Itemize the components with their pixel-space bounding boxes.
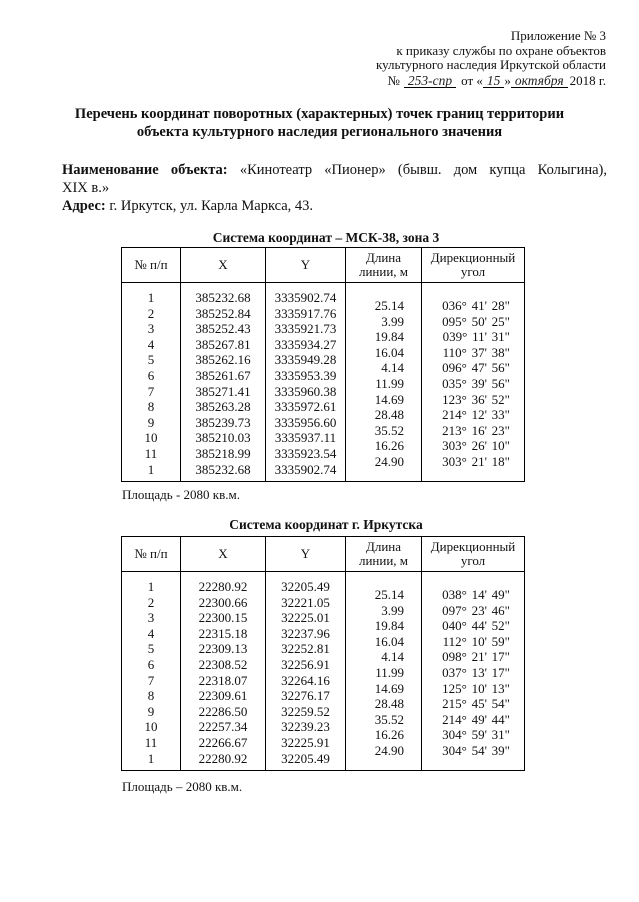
segment-length: 3.99 xyxy=(381,602,404,618)
point-y: 32252.81 xyxy=(281,641,330,657)
table-header xyxy=(122,248,525,283)
number-column xyxy=(122,283,181,482)
segment-length: 11.99 xyxy=(375,375,404,391)
point-y: 32205.49 xyxy=(281,579,330,594)
appendix-header xyxy=(376,29,606,88)
segment-angle: 095° 50' 25" xyxy=(442,313,510,329)
segment-angle: 123° 36' 52" xyxy=(442,391,510,407)
table-row xyxy=(122,572,525,771)
object-name-line xyxy=(62,161,607,179)
point-y: 32239.23 xyxy=(281,719,330,735)
point-y: 3335953.39 xyxy=(274,367,337,383)
segment-angle: 036° 41' 28" xyxy=(442,298,510,313)
date-open: от « xyxy=(461,72,483,88)
order-reference xyxy=(376,74,606,89)
point-number: 8 xyxy=(147,688,155,704)
title-line-2: объекта культурного наследия регионального значения xyxy=(136,124,503,140)
segment-angle: 098° 21' 17" xyxy=(442,649,510,665)
point-y: 3335917.76 xyxy=(274,305,337,321)
header-length: Длина линии, м xyxy=(346,248,422,283)
point-x: 385232.68 xyxy=(195,461,251,477)
segment-length: 3.99 xyxy=(381,313,404,329)
segment-angle: 215° 45' 54" xyxy=(442,696,510,712)
document-title xyxy=(0,105,639,141)
segment-angle: 097° 23' 46" xyxy=(442,602,510,618)
segment-length: 4.14 xyxy=(381,649,404,665)
point-x: 385232.68 xyxy=(195,290,251,305)
title-line-1: Перечень координат поворотных (характерных) точек границ территории xyxy=(74,106,565,122)
point-x: 22257.34 xyxy=(198,719,248,735)
point-number: 9 xyxy=(147,703,155,719)
point-x: 385267.81 xyxy=(195,336,251,352)
object-info xyxy=(62,161,607,215)
segment-length: 11.99 xyxy=(375,664,404,680)
y-column xyxy=(266,572,346,771)
table-caption-msk38: Система координат – МСК-38, зона 3 xyxy=(212,230,440,245)
point-number: 4 xyxy=(147,336,155,352)
point-number: 6 xyxy=(147,367,155,383)
point-number: 2 xyxy=(147,594,155,610)
segment-angle: 303° 21' 18" xyxy=(442,453,510,469)
point-number: 5 xyxy=(147,352,155,368)
header-x: X xyxy=(181,248,266,283)
point-x: 22280.92 xyxy=(198,750,248,766)
header-row xyxy=(122,537,525,572)
point-number: 11 xyxy=(144,734,158,750)
point-x: 385210.03 xyxy=(195,430,251,446)
date-month: октября xyxy=(511,74,568,88)
point-y: 3335972.61 xyxy=(274,399,337,415)
point-y: 32221.05 xyxy=(281,594,330,610)
segment-angle: 214° 49' 44" xyxy=(442,711,510,727)
segment-angle: 096° 47' 56" xyxy=(442,360,510,376)
point-y: 3335960.38 xyxy=(274,383,337,399)
segment-length: 35.52 xyxy=(374,422,404,438)
point-x: 22309.13 xyxy=(198,641,248,657)
point-number: 9 xyxy=(147,414,155,430)
length-column xyxy=(346,572,422,771)
segment-length: 24.90 xyxy=(374,453,404,469)
point-number: 3 xyxy=(147,321,155,337)
point-x: 22300.15 xyxy=(198,610,248,626)
segment-angle: 112° 10' 59" xyxy=(442,633,510,649)
segment-length: 16.04 xyxy=(374,344,404,360)
date-close: » xyxy=(504,72,511,88)
object-address-label: Адрес: xyxy=(62,198,106,214)
point-number: 1 xyxy=(147,461,155,477)
header-y: Y xyxy=(266,248,346,283)
point-x: 385262.16 xyxy=(195,352,251,368)
point-x: 22309.61 xyxy=(198,688,248,704)
table-caption-irkutsk: Система координат г. Иркутска xyxy=(229,517,423,532)
segment-angle: 303° 26' 10" xyxy=(442,438,510,454)
segment-length: 35.52 xyxy=(374,711,404,727)
angle-column xyxy=(422,572,525,771)
point-y: 3335934.27 xyxy=(274,336,337,352)
table-row xyxy=(122,283,525,482)
point-number: 11 xyxy=(144,445,158,461)
point-y: 32205.49 xyxy=(281,750,330,766)
object-name-label: Наименование объекта: xyxy=(62,162,228,178)
area-msk38: Площадь - 2080 кв.м. xyxy=(122,487,240,502)
segment-angle: 213° 16' 23" xyxy=(442,422,510,438)
point-y: 32264.16 xyxy=(281,672,330,688)
segment-length: 19.84 xyxy=(374,618,404,634)
point-x: 22318.07 xyxy=(198,672,248,688)
point-x: 22300.66 xyxy=(198,594,248,610)
area-irkutsk: Площадь – 2080 кв.м. xyxy=(122,779,243,794)
point-number: 2 xyxy=(147,305,155,321)
point-y: 3335937.11 xyxy=(274,430,337,446)
header-x: X xyxy=(181,537,266,572)
point-y: 3335902.74 xyxy=(274,461,337,477)
number-sign: № xyxy=(387,72,400,88)
point-x: 22280.92 xyxy=(198,579,248,594)
header-length: Длина линии, м xyxy=(346,537,422,572)
x-column xyxy=(181,283,266,482)
object-name: «Кинотеатр «Пионер» (бывш. дом купца Колыгина), xyxy=(239,162,607,178)
x-column xyxy=(181,572,266,771)
point-number: 7 xyxy=(147,383,155,399)
point-x: 385218.99 xyxy=(195,445,251,461)
segment-angle: 035° 39' 56" xyxy=(442,375,510,391)
segment-angle: 039° 11' 31" xyxy=(442,329,510,345)
point-number: 5 xyxy=(147,641,155,657)
point-number: 1 xyxy=(147,750,155,766)
segment-length: 19.84 xyxy=(374,329,404,345)
order-number: 253-спр xyxy=(404,74,456,88)
coordinates-table-irkutsk xyxy=(121,536,525,771)
segment-angle: 304° 59' 31" xyxy=(442,727,510,743)
point-y: 32259.52 xyxy=(281,703,330,719)
object-address-line xyxy=(62,197,607,215)
point-number: 8 xyxy=(147,399,155,415)
coordinates-table-msk38 xyxy=(121,247,525,482)
segment-length: 28.48 xyxy=(374,696,404,712)
point-number: 3 xyxy=(147,610,155,626)
point-number: 6 xyxy=(147,656,155,672)
point-y: 32237.96 xyxy=(281,625,330,641)
segment-length: 14.69 xyxy=(374,391,404,407)
segment-angle: 038° 14' 49" xyxy=(442,587,510,602)
point-x: 385271.41 xyxy=(195,383,251,399)
header-y: Y xyxy=(266,537,346,572)
table-body xyxy=(122,572,525,771)
point-y: 32225.91 xyxy=(281,734,330,750)
segment-angle: 037° 13' 17" xyxy=(442,664,510,680)
segment-length: 28.48 xyxy=(374,407,404,423)
segment-angle: 125° 10' 13" xyxy=(442,680,510,696)
point-x: 385252.43 xyxy=(195,321,251,337)
length-column xyxy=(346,283,422,482)
point-x: 22266.67 xyxy=(198,734,248,750)
point-y: 3335949.28 xyxy=(274,352,337,368)
point-y: 3335923.54 xyxy=(274,445,337,461)
object-address: г. Иркутск, ул. Карла Маркса, 43. xyxy=(109,198,314,214)
point-x: 22308.52 xyxy=(198,656,248,672)
table-header xyxy=(122,537,525,572)
header-number: № п/п xyxy=(122,248,181,283)
segment-length: 25.14 xyxy=(374,587,404,602)
segment-length: 16.04 xyxy=(374,633,404,649)
point-y: 3335902.74 xyxy=(274,290,337,305)
point-x: 385263.28 xyxy=(195,399,251,415)
y-column xyxy=(266,283,346,482)
point-x: 385239.73 xyxy=(195,414,251,430)
segment-length: 16.26 xyxy=(374,438,404,454)
segment-angle: 214° 12' 33" xyxy=(442,407,510,423)
number-column xyxy=(122,572,181,771)
point-x: 22315.18 xyxy=(198,625,248,641)
appendix-authority-line: культурного наследия Иркутской области xyxy=(375,57,606,72)
point-number: 7 xyxy=(147,672,155,688)
segment-angle: 040° 44' 52" xyxy=(442,618,510,634)
point-number: 10 xyxy=(144,430,158,446)
point-y: 3335956.60 xyxy=(274,414,337,430)
table-body xyxy=(122,283,525,482)
point-y: 3335921.73 xyxy=(274,321,337,337)
point-x: 385261.67 xyxy=(195,367,251,383)
point-y: 32225.01 xyxy=(281,610,330,626)
appendix-title: Приложение № 3 xyxy=(510,28,606,43)
segment-angle: 304° 54' 39" xyxy=(442,742,510,758)
point-number: 1 xyxy=(147,579,155,594)
segment-length: 24.90 xyxy=(374,742,404,758)
segment-length: 14.69 xyxy=(374,680,404,696)
date-day: 15 xyxy=(483,74,505,88)
segment-length: 4.14 xyxy=(381,360,404,376)
date-year: 2018 г. xyxy=(569,72,606,88)
header-row xyxy=(122,248,525,283)
point-number: 1 xyxy=(147,290,155,305)
point-x: 385252.84 xyxy=(195,305,251,321)
point-x: 22286.50 xyxy=(198,703,248,719)
point-number: 4 xyxy=(147,625,155,641)
point-number: 10 xyxy=(144,719,158,735)
angle-column xyxy=(422,283,525,482)
segment-angle: 110° 37' 38" xyxy=(442,344,510,360)
point-y: 32256.91 xyxy=(281,656,330,672)
header-number: № п/п xyxy=(122,537,181,572)
header-angle: Дирекционный угол xyxy=(422,537,525,572)
segment-length: 25.14 xyxy=(374,298,404,313)
segment-length: 16.26 xyxy=(374,727,404,743)
object-name-continuation: XIX в.» xyxy=(62,180,110,196)
header-angle: Дирекционный угол xyxy=(422,248,525,283)
appendix-order-line: к приказу службы по охране объектов xyxy=(396,42,606,58)
point-y: 32276.17 xyxy=(281,688,330,704)
